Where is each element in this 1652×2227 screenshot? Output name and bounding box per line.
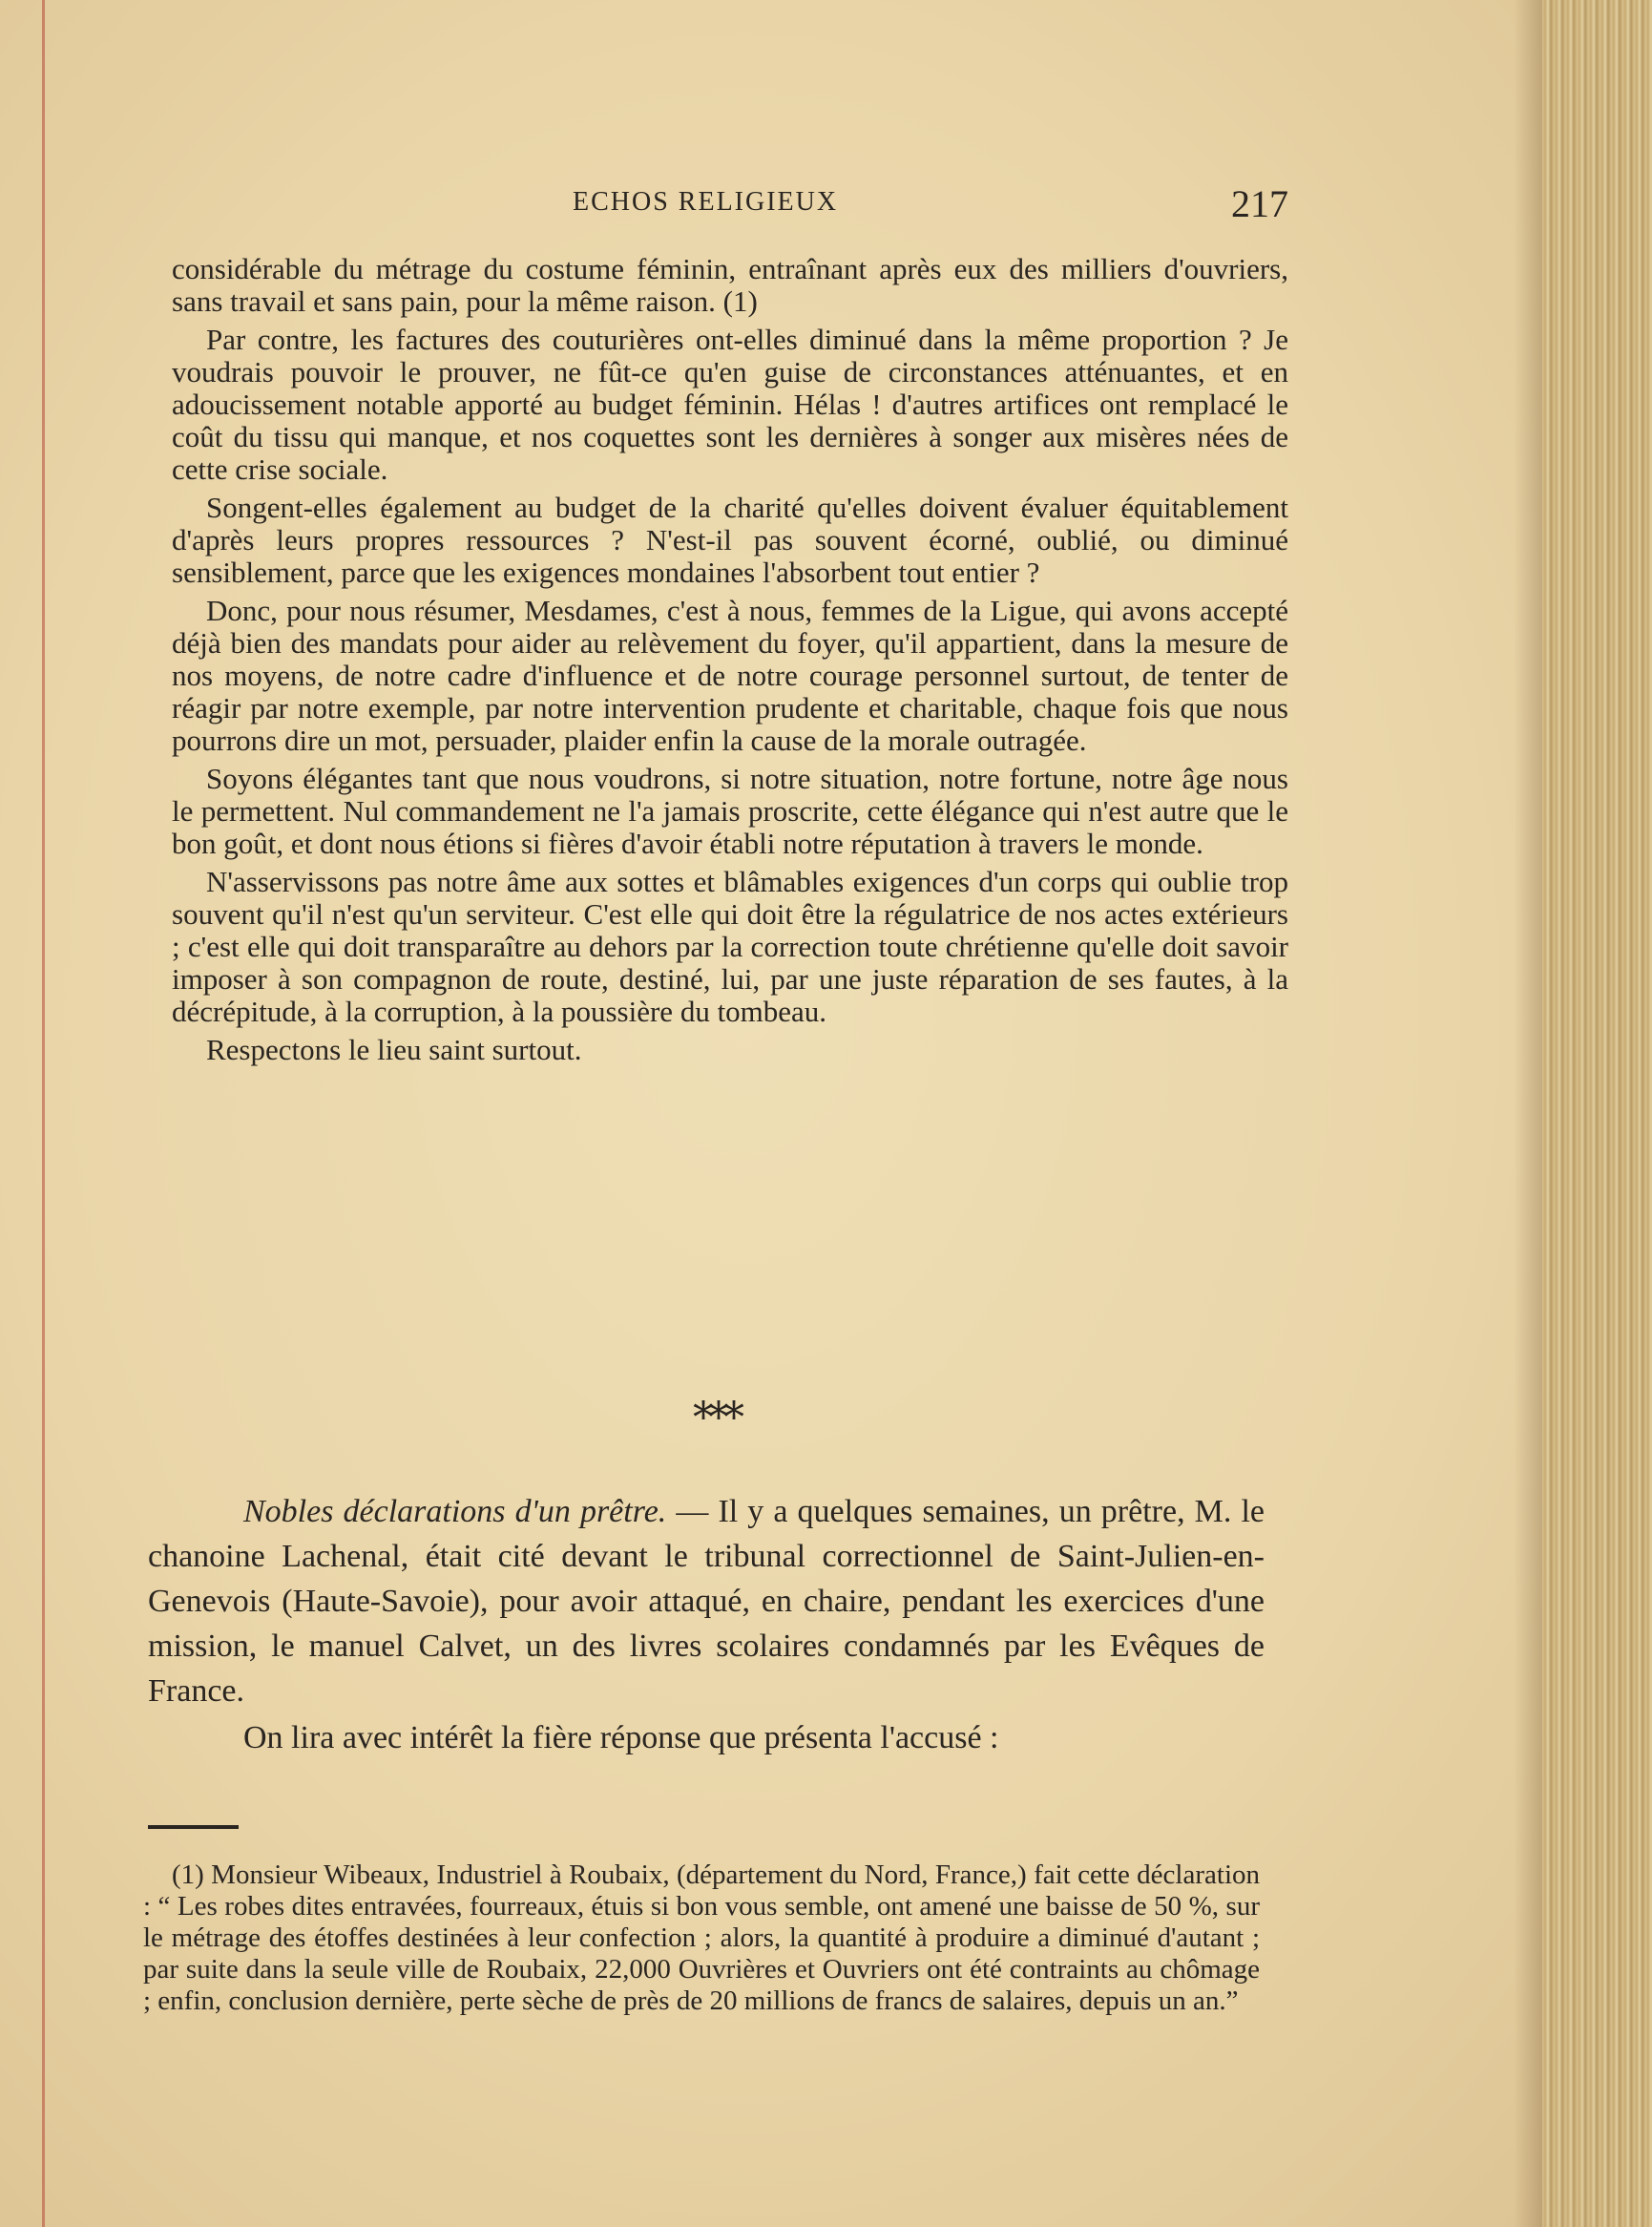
binding-margin-line bbox=[42, 0, 45, 2227]
paragraph: Donc, pour nous résumer, Mesdames, c'est à nous, femmes de la Ligue, qui avons accepté déjà bien des mandats pour aider au relèvement du foyer, qu'il appartient, dans la mesure de nos moyens, de notre cadre d'influence et de notre courage personnel surtout, de tenter de réagir par notre exemple, par notre intervention prudente et charitable, chaque fois que nous pourrons dire un mot, persuader, plaider enfin la cause de la morale outragée. bbox=[172, 594, 1288, 757]
footnote-paragraph: (1) Monsieur Wibeaux, Industriel à Roubaix, (département du Nord, France,) fait cette déclaration : “ Les robes dites entravées, fourreaux, étuis si bon vous semble, ont amené une baisse de 50 %, sur le métrage des étoffes destinées à leur confection ; alors, la quantité à produire a diminué d'autant ; par suite dans la seule ville de Roubaix, 22,000 Ouvrières et Ouvriers ont été contraints au chômage ; enfin, conclusion dernière, perte sèche de près de 20 millions de francs de salaires, depuis un an.” bbox=[143, 1859, 1260, 2016]
paragraph: Par contre, les factures des couturières ont-elles diminué dans la même proportion ? Je voudrais pouvoir le prouver, ne fût-ce qu'en guise de circonstances atténuantes, et en adoucissement notable apporté au budget féminin. Hélas ! d'autres artifices ont remplacé le coût du tissu qui manque, et nos coquettes sont les dernières à songer aux misères nées de cette crise sociale. bbox=[172, 323, 1288, 486]
page-edges bbox=[1542, 0, 1652, 2227]
running-title: ECHOS RELIGIEUX bbox=[573, 187, 839, 217]
section-body: — Il y a quelques semaines, un prêtre, M. le chanoine Lachenal, était cité devant le tribunal correctionnel de Saint-Julien-en-Genevois (Haute-Savoie), pour avoir attaqué, en chaire, pendant les exercices d'une mission, le manuel Calvet, un des livres scolaires condamnés par les Evêques de France. bbox=[148, 1494, 1265, 1709]
section-paragraph bbox=[148, 1489, 1265, 1713]
section-text bbox=[148, 1489, 1265, 1762]
gutter-shadow bbox=[1514, 0, 1542, 2227]
section-title: Nobles déclarations d'un prêtre. bbox=[243, 1494, 667, 1529]
paragraph: Respectons le lieu saint surtout. bbox=[206, 1033, 582, 1066]
asterism-separator: *** bbox=[693, 1394, 739, 1442]
section-paragraph: On lira avec intérêt la fière réponse que présenta l'accusé : bbox=[243, 1720, 999, 1755]
body-text bbox=[172, 253, 1288, 1072]
running-head bbox=[0, 181, 1652, 229]
page-number: 217 bbox=[1231, 182, 1288, 225]
paragraph: Soyons élégantes tant que nous voudrons, si notre situation, notre fortune, notre âge nous le permettent. Nul commandement ne l'a jamais proscrite, cette élégance qui n'est autre que le bon goût, et dont nous étions si fières d'avoir établi notre réputation à travers le monde. bbox=[172, 762, 1288, 860]
footnote bbox=[143, 1859, 1260, 2017]
footnote-rule bbox=[148, 1825, 239, 1829]
paragraph: Songent-elles également au budget de la charité qu'elles doivent évaluer équitablement d'après leurs propres ressources ? N'est-il pas souvent écorné, oublié, ou diminué sensiblement, parce que les exigences mondaines l'absorbent tout entier ? bbox=[172, 491, 1288, 589]
paragraph: considérable du métrage du costume féminin, entraînant après eux des milliers d'ouvriers, sans travail et sans pain, pour la même raison. (1) bbox=[172, 252, 1288, 318]
paragraph: N'asservissons pas notre âme aux sottes et blâmables exigences d'un corps qui oublie trop souvent qu'il n'est qu'un serviteur. C'est elle qui doit être la régulatrice de nos actes extérieurs ; c'est elle qui doit transparaître au dehors par la correction toute chrétienne qu'elle doit savoir imposer à son compagnon de route, destiné, lui, par une juste réparation de ses fautes, à la décrépitude, à la corruption, à la poussière du tombeau. bbox=[172, 865, 1288, 1028]
